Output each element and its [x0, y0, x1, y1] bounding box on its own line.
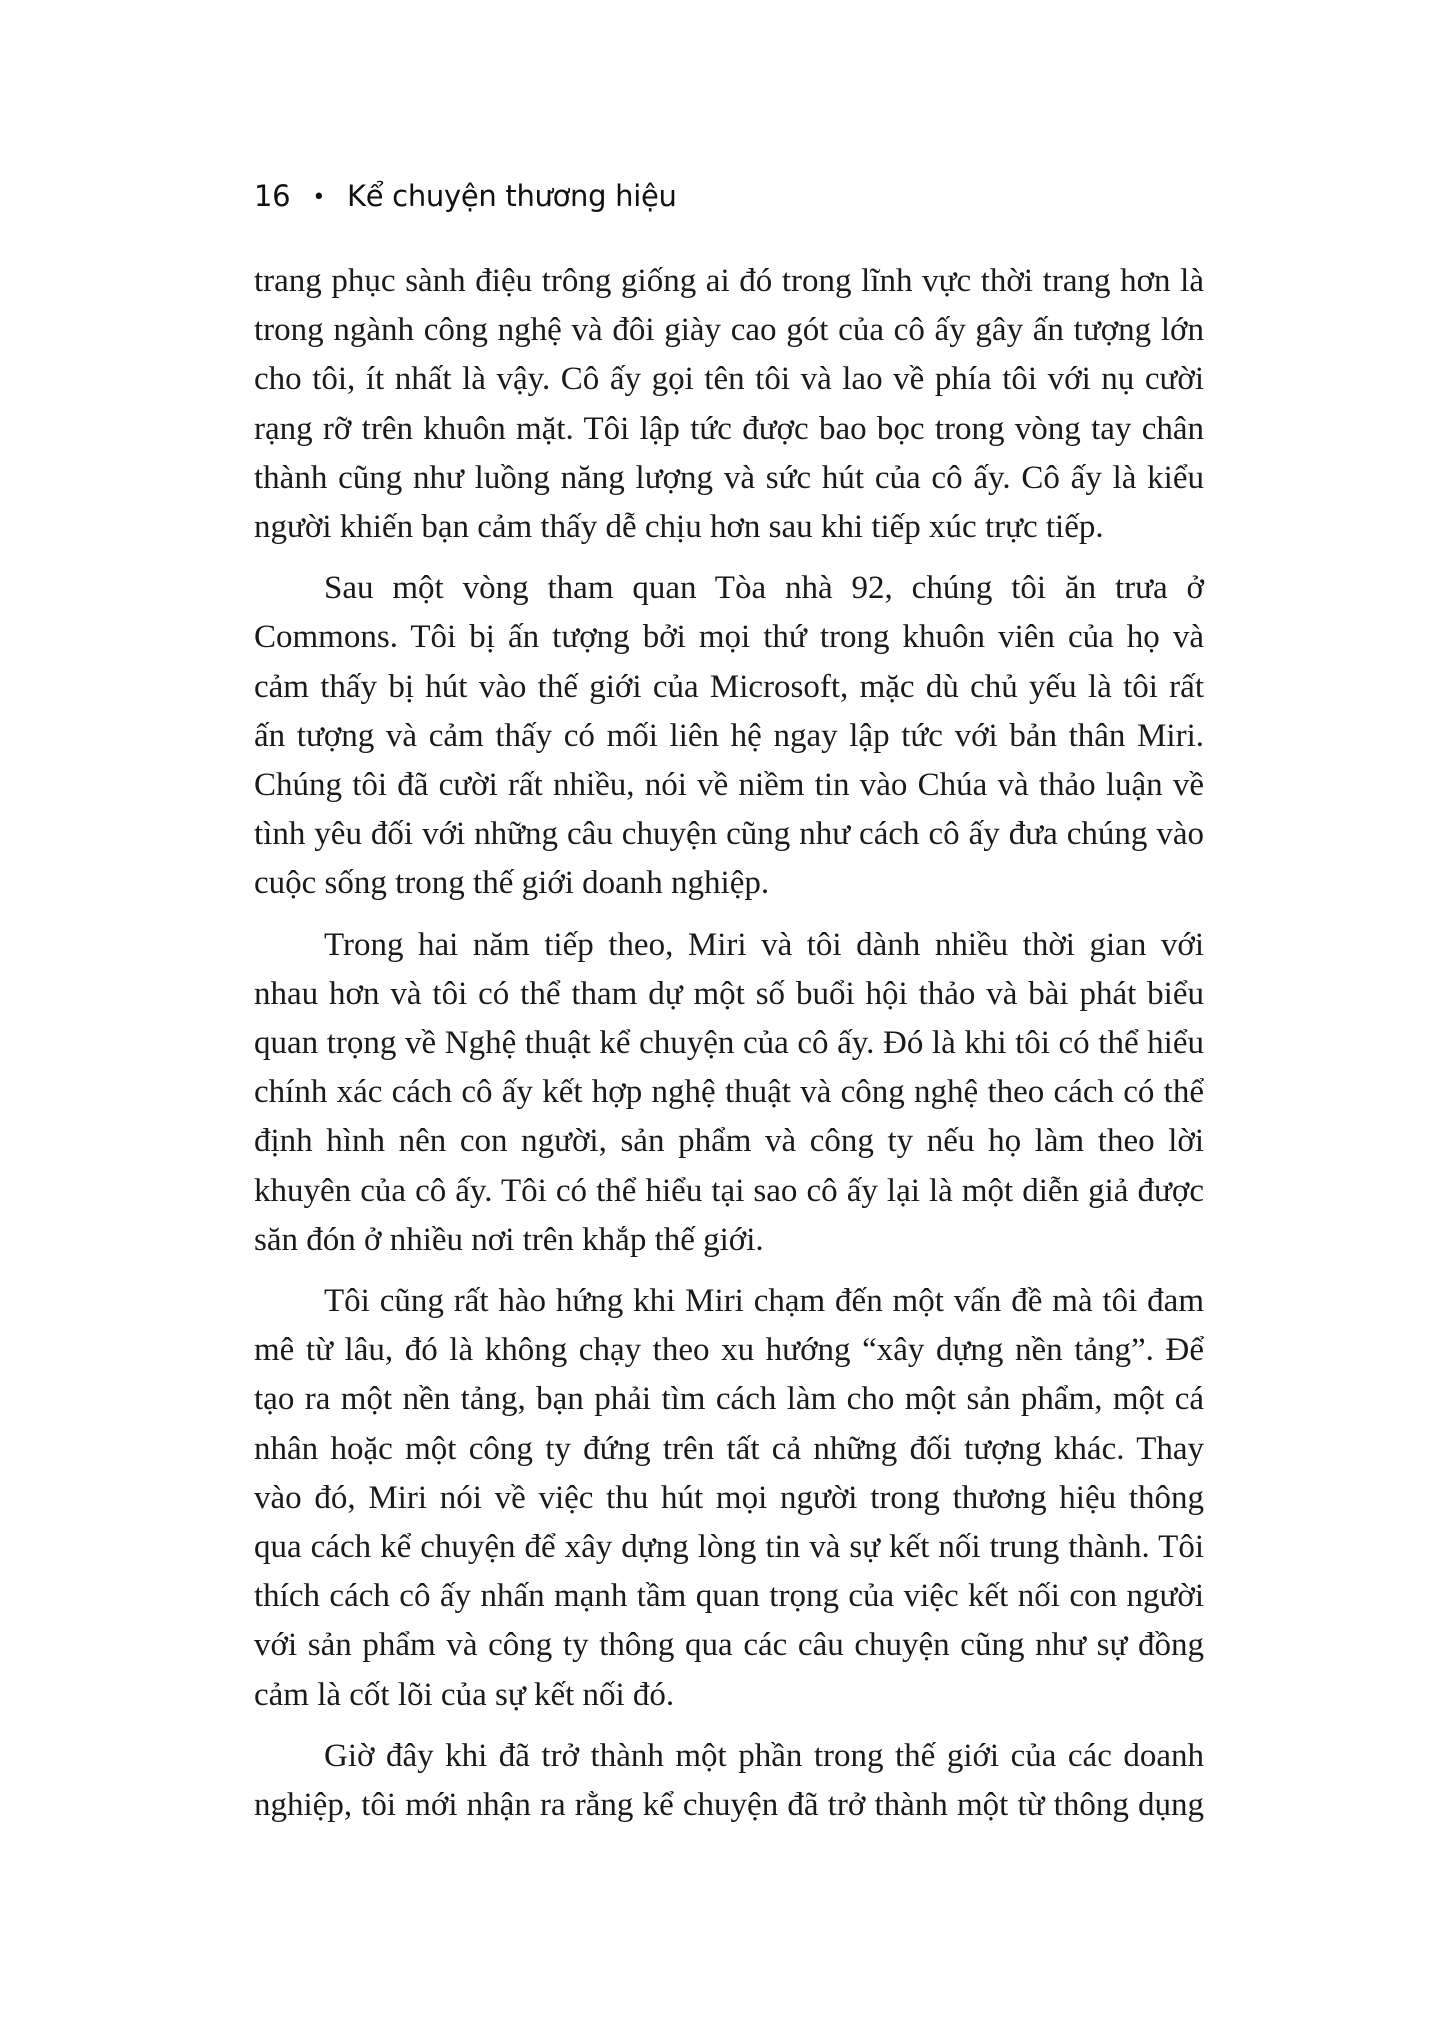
- page-number: 16: [254, 179, 291, 213]
- text-line: cho tôi, ít nhất là vậy. Cô ấy gọi tên tôi và lao về phía tôi với nụ cười: [254, 361, 1204, 398]
- text-line: thành cũng như luồng năng lượng và sức hút của cô ấy. Cô ấy là kiểu: [254, 459, 1204, 496]
- text-line: cảm thấy bị hút vào thế giới của Microsoft, mặc dù chủ yếu là tôi rất: [254, 668, 1204, 705]
- paragraph: [254, 564, 1204, 908]
- running-header: [254, 176, 677, 220]
- paragraph: [254, 921, 1204, 1265]
- text-line: trong ngành công nghệ và đôi giày cao gót của cô ấy gây ấn tượng lớn: [254, 312, 1204, 349]
- text-line: chính xác cách cô ấy kết hợp nghệ thuật và công nghệ theo cách có thể: [254, 1074, 1204, 1111]
- text-line: thích cách cô ấy nhấn mạnh tầm quan trọng của việc kết nối con người: [254, 1578, 1204, 1615]
- text-line: tình yêu đối với những câu chuyện cũng như cách cô ấy đưa chúng vào: [254, 816, 1204, 853]
- text-line: khuyên của cô ấy. Tôi có thể hiểu tại sao cô ấy lại là một diễn giả được: [254, 1172, 1204, 1209]
- text-line: Giờ đây khi đã trở thành một phần trong thế giới của các doanh: [324, 1737, 1204, 1774]
- text-line: ấn tượng và cảm thấy có mối liên hệ ngay lập tức với bản thân Miri.: [254, 717, 1204, 754]
- text-line: Tôi cũng rất hào hứng khi Miri chạm đến một vấn đề mà tôi đam: [324, 1283, 1204, 1320]
- text-line: định hình nên con người, sản phẩm và công ty nếu họ làm theo lời: [254, 1123, 1204, 1160]
- text-line: mê từ lâu, đó là không chạy theo xu hướng “xây dựng nền tảng”. Để: [254, 1332, 1204, 1369]
- text-line: với sản phẩm và công ty thông qua các câu chuyện cũng như sự đồng: [254, 1627, 1204, 1664]
- book-title: Kể chuyện thương hiệu: [347, 179, 677, 213]
- header-separator: •: [312, 185, 325, 210]
- text-line: tạo ra một nền tảng, bạn phải tìm cách làm cho một sản phẩm, một cá: [254, 1381, 1204, 1418]
- text-line: vào đó, Miri nói về việc thu hút mọi người trong thương hiệu thông: [254, 1479, 1204, 1516]
- text-line: người khiến bạn cảm thấy dễ chịu hơn sau khi tiếp xúc trực tiếp.: [254, 509, 1104, 546]
- paragraph: [254, 257, 1204, 552]
- text-line: Commons. Tôi bị ấn tượng bởi mọi thứ trong khuôn viên của họ và: [254, 619, 1204, 656]
- paragraph: [254, 1732, 1204, 1830]
- text-line: rạng rỡ trên khuôn mặt. Tôi lập tức được bao bọc trong vòng tay chân: [254, 410, 1204, 447]
- text-line: nghiệp, tôi mới nhận ra rằng kể chuyện đã trở thành một từ thông dụng: [254, 1787, 1204, 1824]
- text-line: nhân hoặc một công ty đứng trên tất cả những đối tượng khác. Thay: [254, 1430, 1204, 1467]
- text-line: Trong hai năm tiếp theo, Miri và tôi dành nhiều thời gian với: [324, 926, 1204, 963]
- paragraph: [254, 1277, 1204, 1720]
- text-line: trang phục sành điệu trông giống ai đó trong lĩnh vực thời trang hơn là: [254, 263, 1204, 299]
- text-line: săn đón ở nhiều nơi trên khắp thế giới.: [254, 1221, 764, 1258]
- text-line: quan trọng về Nghệ thuật kể chuyện của cô ấy. Đó là khi tôi có thể hiểu: [254, 1025, 1204, 1062]
- text-line: cảm là cốt lõi của sự kết nối đó.: [254, 1676, 675, 1713]
- body-text: [254, 257, 1204, 1842]
- text-line: nhau hơn và tôi có thể tham dự một số buổi hội thảo và bài phát biểu: [254, 975, 1204, 1012]
- text-line: Chúng tôi đã cười rất nhiều, nói về niềm tin vào Chúa và thảo luận về: [254, 767, 1204, 804]
- text-line: Sau một vòng tham quan Tòa nhà 92, chúng tôi ăn trưa ở: [324, 570, 1204, 607]
- text-line: cuộc sống trong thế giới doanh nghiệp.: [254, 865, 770, 902]
- text-line: qua cách kể chuyện để xây dựng lòng tin và sự kết nối trung thành. Tôi: [254, 1529, 1204, 1566]
